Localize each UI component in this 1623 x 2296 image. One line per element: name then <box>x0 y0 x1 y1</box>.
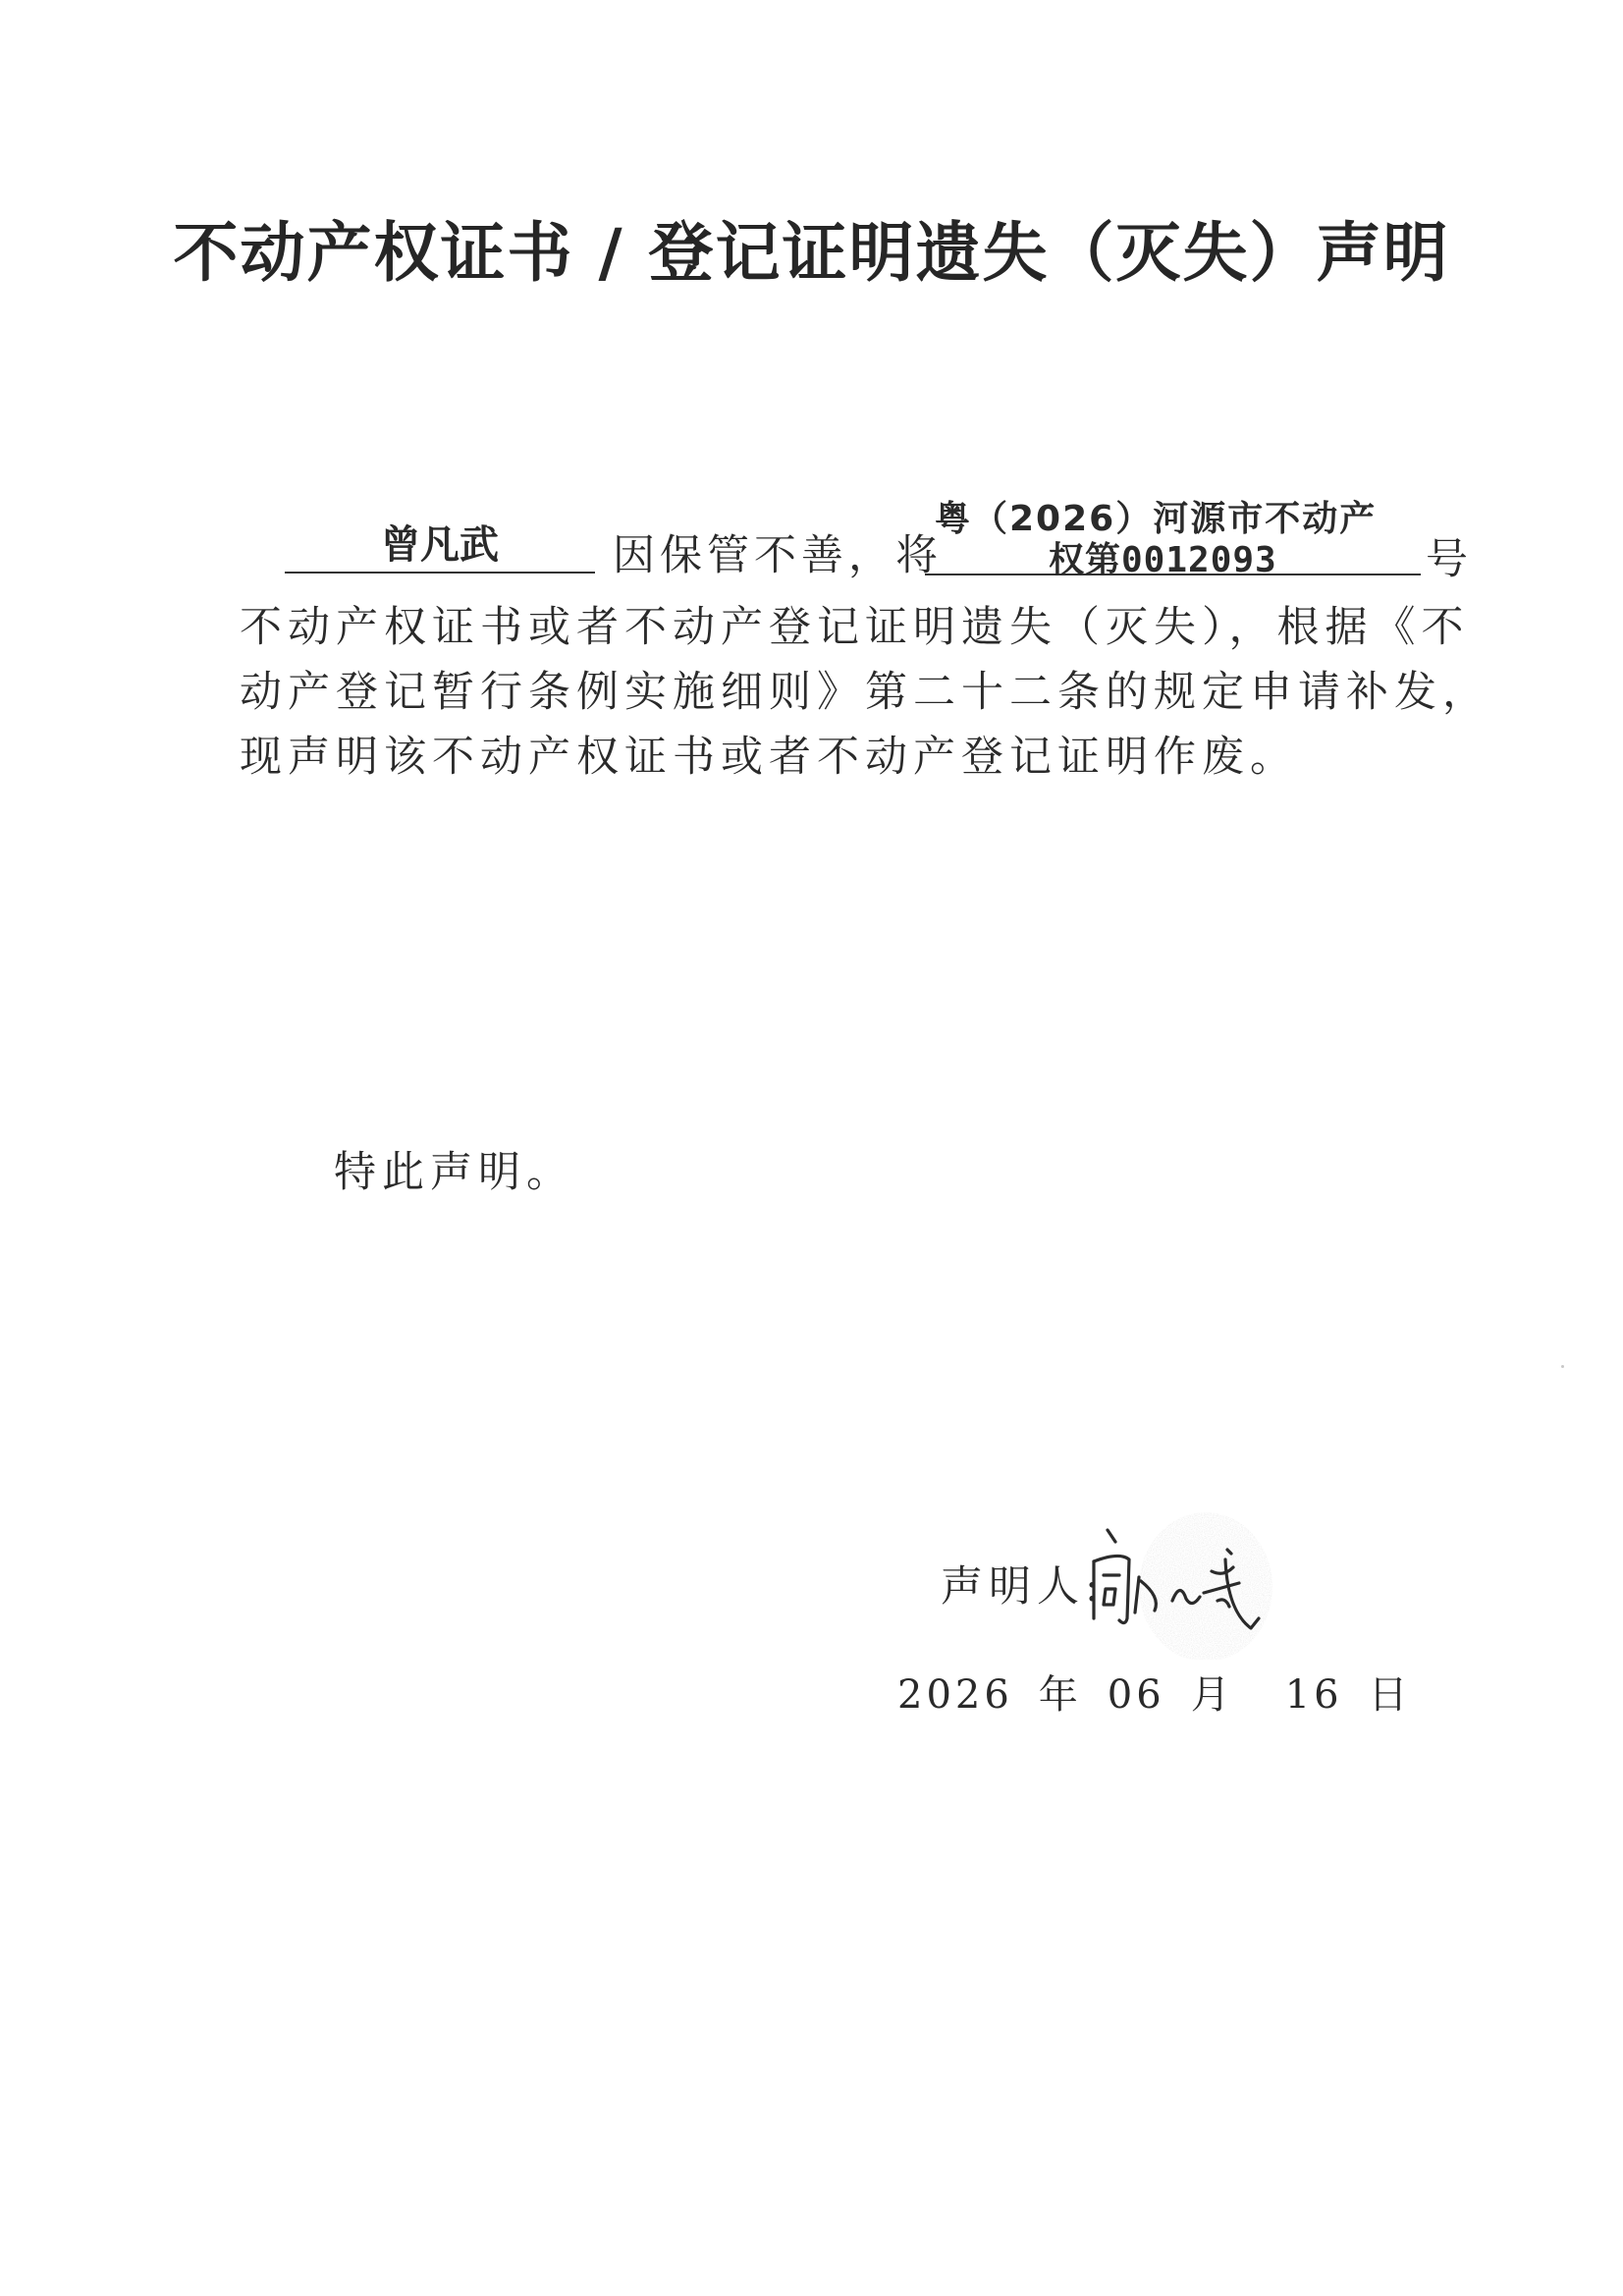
scan-dot <box>1561 1365 1564 1368</box>
handwritten-signature <box>1070 1503 1306 1660</box>
body-line: 动产登记暂行条例实施细则》第二十二条的规定申请补发， <box>240 668 1490 717</box>
body-line: 不动产权证书或者不动产登记证明遗失（灭失），根据《不 <box>240 603 1470 652</box>
reason-text: 因保管不善，将 <box>613 531 943 580</box>
number-suffix: 号 <box>1426 535 1468 584</box>
declarant-name-field: 曾凡武 <box>285 519 595 574</box>
day-unit: 日 <box>1368 1672 1412 1718</box>
date-day: 16 <box>1284 1672 1343 1718</box>
body-line: 现声明该不动产权证书或者不动产登记证明作废。 <box>240 733 1298 782</box>
document-title: 不动产权证书 / 登记证明遗失（灭失）声明 <box>173 215 1450 291</box>
date-month: 06 <box>1107 1672 1165 1718</box>
declaration-date <box>897 1664 1437 1720</box>
fingerprint-smudge <box>1139 1512 1272 1660</box>
closing-text: 特此声明。 <box>334 1148 574 1197</box>
certificate-number-line1: 粤（2026）河源市不动产 <box>935 499 1378 539</box>
month-unit: 月 <box>1190 1672 1234 1718</box>
certificate-number-field <box>925 491 1421 580</box>
declarant-label: 声明人: <box>941 1562 1106 1612</box>
year-unit: 年 <box>1038 1672 1082 1718</box>
certificate-number-line2: 权第0012093 <box>1049 540 1277 580</box>
date-year: 2026 <box>897 1672 1013 1718</box>
statement-body <box>240 595 1490 790</box>
